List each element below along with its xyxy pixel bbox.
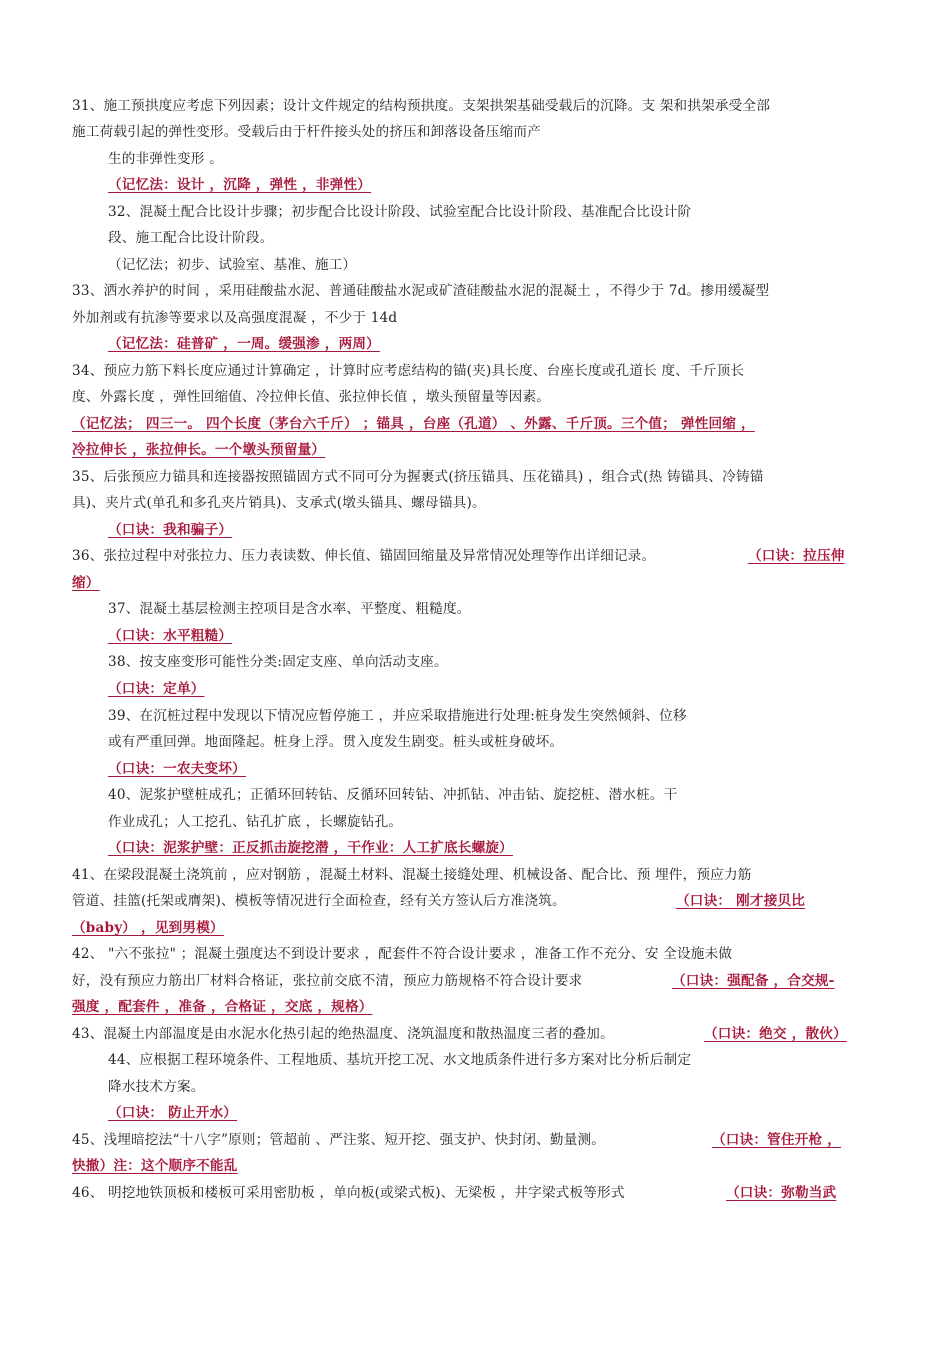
q31-line-2: 施工荷载引起的弹性变形。受载后由于杆件接头处的挤压和卸落设备压缩而产 [72, 124, 541, 140]
q46-mnemonic: （口诀：弥勒当武 [726, 1185, 837, 1201]
q35-line-1: 35、后张预应力锚具和连接器按照锚固方式不同可分为握裹式(挤压锚具、压花锚具) ，组合式(热 铸锚具、冷铸锚 [72, 469, 764, 485]
q41-line-2: 管道、挂篮(托架或膺架)、模板等情况进行全面检查，经有关方签认后方准浇筑。 [72, 893, 566, 909]
q32-line-1: 32、混凝土配合比设计步骤；初步配合比设计阶段、试验室配合比设计阶段、基准配合比设计阶 [108, 204, 692, 220]
q38-line-1: 38、按支座变形可能性分类:固定支座、单向活动支座。 [108, 654, 448, 670]
q33-line-1: 33、洒水养护的时间 ，采用硅酸盐水泥、普通硅酸盐水泥或矿渣硅酸盐水泥的混凝土 ，不得少于 7d。掺用缓凝型 [72, 283, 770, 299]
q37-line-1: 37、混凝土基层检测主控项目是含水率、平整度、粗糙度。 [108, 601, 471, 617]
q45-mnemonic-2: 快撤）注：这个顺序不能乱 [72, 1158, 238, 1174]
q33-mnemonic: （记忆法：硅普矿 ，一周。缓强渗 ，两周） [108, 336, 380, 352]
q46-line-1: 46、 明挖地铁顶板和楼板可采用密肋板 ，单向板(或梁式板)、无梁板 ，井字梁式板等形式 [72, 1185, 625, 1201]
q39-line-1: 39、在沉桩过程中发现以下情况应暂停施工 ，并应采取措施进行处理:桩身发生突然倾斜、位移 [108, 708, 687, 724]
q41-line-1: 41、在梁段混凝土浇筑前 ，应对钢筋 ，混凝土材料、混凝土接缝处理、机械设备、配合比、预 埋件，预应力筋 [72, 867, 752, 883]
q34-mnemonic-2: 冷拉伸长 ，张拉伸长。一个墩头预留量） [72, 442, 326, 458]
q43-line-1: 43、混凝土内部温度是由水泥水化热引起的绝热温度、浇筑温度和散热温度三者的叠加。 [72, 1026, 614, 1042]
q44-mnemonic: （口诀： 防止开水） [108, 1105, 238, 1121]
q41-mnemonic-1: （口诀： 刚才接贝比 [676, 893, 806, 909]
q42-mnemonic-2: 强度 ，配套件 ，准备 ，合格证 ，交底 ，规格） [72, 999, 373, 1015]
q44-line-1: 44、应根据工程环境条件、工程地质、基坑开挖工况、水文地质条件进行多方案对比分析后制定 [108, 1052, 692, 1068]
q42-line-1: 42、 "六不张拉" ；混凝土强度达不到设计要求 ，配套件不符合设计要求 ，准备工作不充分、安 全设施未做 [72, 946, 733, 962]
q45-mnemonic-1: （口诀：管住开枪 ， [712, 1132, 842, 1148]
q33-line-2: 外加剂或有抗渗等要求以及高强度混凝 ，不少于 14d [72, 310, 398, 326]
q38-mnemonic: （口诀：定单） [108, 681, 205, 697]
q42-line-2: 好，没有预应力筋出厂材料合格证，张拉前交底不清，预应力筋规格不符合设计要求 [72, 973, 583, 989]
q31-line-3: 生的非弹性变形 。 [108, 151, 223, 167]
q41-mnemonic-2: （baby） ，见到男模） [72, 920, 224, 936]
q36-line-1: 36、张拉过程中对张拉力、压力表读数、伸长值、锚固回缩量及异常情况处理等作出详细记录。 [72, 548, 656, 564]
q34-line-2: 度、外露长度 ，弹性回缩值、冷拉伸长值、张拉伸长值 ，墩头预留量等因素。 [72, 389, 551, 405]
q45-line-1: 45、浅埋暗挖法“十八字”原则；管超前 、严注浆、短开挖、强支护、快封闭、勤量测。 [72, 1132, 606, 1148]
q31-line-1: 31、施工预拱度应考虑下列因素；设计文件规定的结构预拱度。支架拱架基础受载后的沉降。支 架和拱架承受全部 [72, 98, 771, 114]
q40-mnemonic: （口诀：泥浆护壁：正反抓击旋挖潜 ，干作业：人工扩底长螺旋） [108, 840, 513, 856]
q36-mnemonic-1: （口诀：拉压伸 [748, 548, 845, 564]
q34-line-1: 34、预应力筋下料长度应通过计算确定 ，计算时应考虑结构的锚(夹)具长度、台座长度或孔道长 度、千斤顶长 [72, 363, 745, 379]
q42-mnemonic-1: （口诀：强配备 ，合交规- [672, 973, 835, 989]
q31-mnemonic: （记忆法：设计 ，沉降 ，弹性 ，非弹性） [108, 177, 372, 193]
q40-line-2: 作业成孔；人工挖孔、钻孔扩底 ，长螺旋钻孔。 [108, 814, 403, 830]
q37-mnemonic: （口诀：水平粗糙） [108, 628, 233, 644]
q35-mnemonic: （口诀：我和骗子） [108, 522, 233, 538]
q32-mnemonic: （记忆法；初步、试验室、基准、施工） [108, 257, 357, 273]
q34-mnemonic-1: （记忆法； 四三一。 四个长度（茅台六千斤） ；锚具 ，台座（孔道） 、外露、千斤顶。三个值； 弹性回缩 ， [72, 416, 755, 432]
q44-line-2: 降水技术方案。 [108, 1079, 205, 1095]
q36-mnemonic-2: 缩） [72, 575, 100, 591]
q39-line-2: 或有严重回弹。地面隆起。桩身上浮。贯入度发生剧变。桩头或桩身破坏。 [108, 734, 564, 750]
q32-line-2: 段、施工配合比设计阶段。 [108, 230, 274, 246]
q43-mnemonic: （口诀：绝交 ，散伙） [704, 1026, 847, 1042]
q39-mnemonic: （口诀：一农夫变坏） [108, 761, 246, 777]
q40-line-1: 40、泥浆护壁桩成孔；正循环回转钻、反循环回转钻、冲抓钻、冲击钻、旋挖桩、潜水桩。干 [108, 787, 678, 803]
q35-line-2: 具)、夹片式(单孔和多孔夹片销具)、支承式(墩头锚具、螺母锚具)。 [72, 495, 486, 511]
